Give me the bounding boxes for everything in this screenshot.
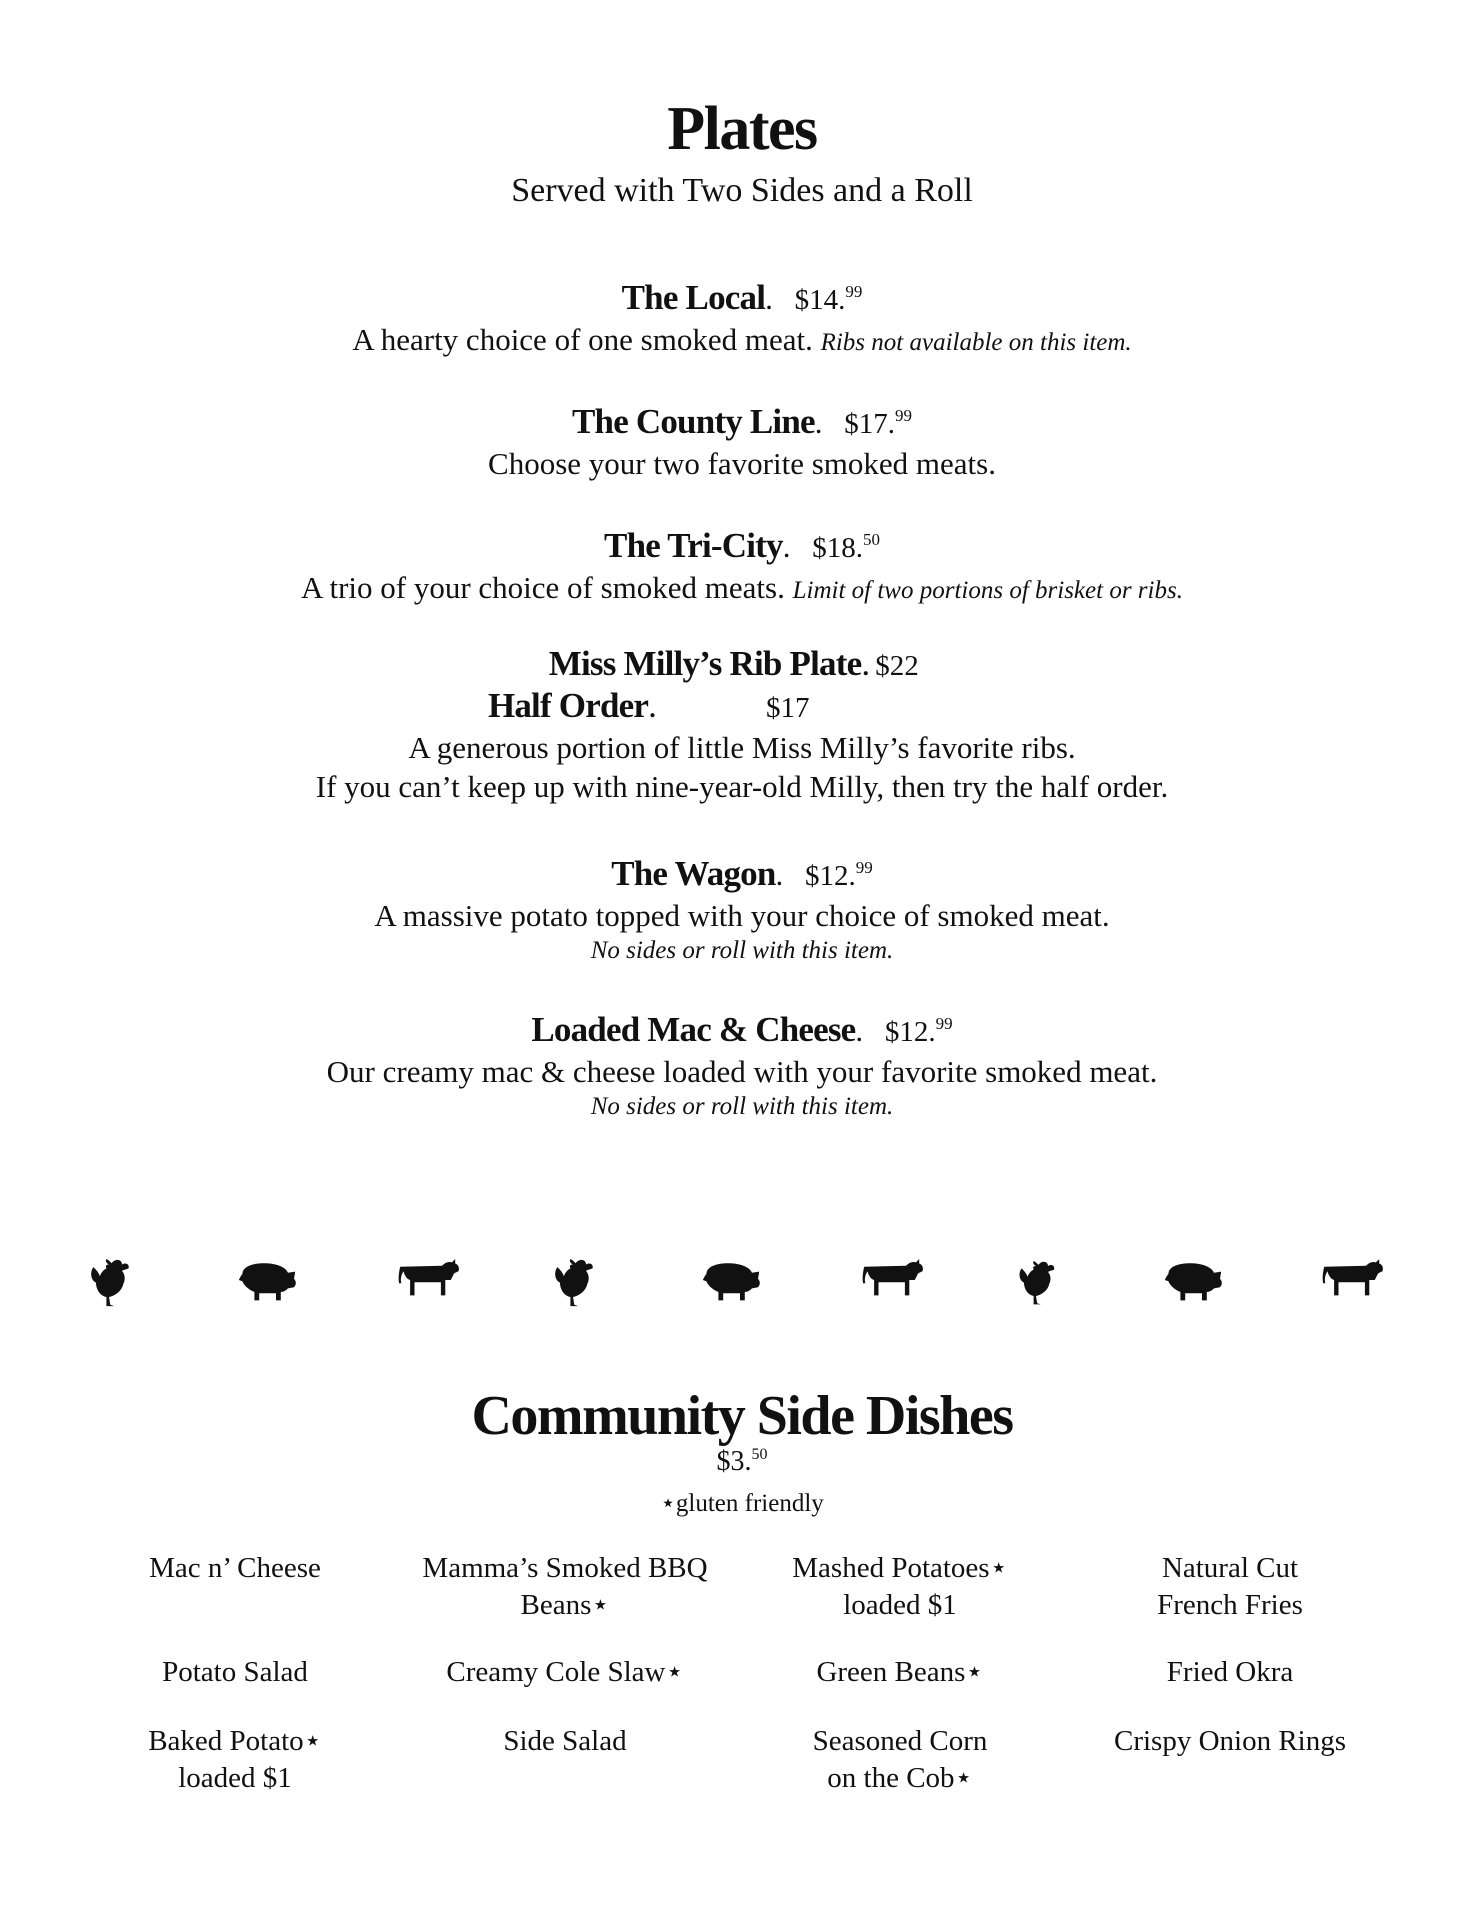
cow-icon (399, 1259, 459, 1295)
item-price: $14.99 (794, 282, 863, 316)
item-description: A generous portion of little Miss Milly’s favorite ribs. (408, 730, 1076, 765)
rooster-icon (1020, 1261, 1055, 1304)
item-description: A massive potato topped with your choice of smoked meat. (374, 898, 1110, 933)
item-description: Our creamy mac & cheese loaded with your favorite smoked meat. (326, 1054, 1158, 1089)
side-dish-item: Potato Salad (162, 1656, 308, 1688)
item-note: Limit of two portions of brisket or ribs. (792, 577, 1183, 604)
pig-icon (1165, 1263, 1222, 1300)
half-order-name: Half Order. (487, 686, 657, 725)
menu-item-the-county-line: The County Line. $17.99 Choose your two favorite smoked meats. (0, 396, 1484, 483)
item-description: Choose your two favorite smoked meats. (488, 446, 996, 481)
sides-title: Community Side Dishes (471, 1385, 1013, 1447)
side-dish-item: Seasoned Corn on the Cob⋆ (812, 1725, 988, 1794)
plates-title: Plates (667, 95, 817, 163)
item-name: The County Line (571, 402, 815, 441)
side-dish-item: Mamma’s Smoked BBQ Beans⋆ (422, 1552, 708, 1621)
menu-item-rib-plate (0, 644, 1484, 806)
menu-item-the-tri-city: The Tri-City. $18.50 A trio of your choice of smoked meats. Limit of two portions of brisket or ribs. (301, 526, 1183, 605)
cow-icon (1323, 1259, 1383, 1295)
item-price: $22 (875, 650, 919, 682)
item-description: A trio of your choice of smoked meats. (301, 570, 793, 605)
half-order-price: $17 (766, 692, 810, 724)
side-dish-item: Crispy Onion Rings (1113, 1725, 1347, 1757)
sides-price: $3.50 (716, 1446, 768, 1477)
plates-subtitle: Served with Two Sides and a Roll (511, 172, 973, 209)
side-dish-item: Mac n’ Cheese (149, 1552, 321, 1584)
gluten-friendly-note: ⋆gluten friendly (660, 1490, 824, 1517)
animal-divider (0, 1252, 1484, 1312)
side-dish-item: Side Salad (503, 1725, 627, 1757)
item-description: A hearty choice of one smoked meat. (352, 322, 821, 357)
pig-icon (703, 1263, 760, 1300)
side-dish-item: Green Beans⋆ (816, 1656, 984, 1688)
item-name: Miss Milly’s Rib Plate. (548, 644, 870, 683)
item-note: No sides or roll with this item. (590, 1093, 894, 1120)
item-price: $17.99 (844, 406, 913, 440)
rooster-icon (555, 1259, 593, 1306)
side-dish-item: Creamy Cole Slaw⋆ (446, 1656, 684, 1688)
rooster-icon (91, 1259, 129, 1306)
menu-item-loaded-mac-cheese: Loaded Mac & Cheese. $12.99 Our creamy mac & cheese loaded with your favorite smoked meat. No sides or roll with this item. (0, 1004, 1484, 1123)
pig-icon (239, 1263, 296, 1300)
side-dish-item: Baked Potato⋆ loaded $1 (148, 1725, 322, 1794)
side-dish-item: Natural Cut French Fries (1157, 1552, 1303, 1621)
item-description-2: If you can’t keep up with nine-year-old Milly, then try the half order. (315, 769, 1169, 804)
item-name: The Tri-City (604, 526, 783, 565)
cow-icon (863, 1259, 923, 1295)
item-note: Ribs not available on this item. (820, 329, 1132, 356)
item-name: Loaded Mac & Cheese (531, 1010, 856, 1049)
menu-item-the-local: The Local. $14.99 A hearty choice of one smoked meat. Ribs not available on this item. (352, 278, 1132, 357)
item-note: No sides or roll with this item. (590, 937, 894, 964)
side-dish-item: Fried Okra (1166, 1656, 1294, 1688)
item-name: The Wagon (611, 854, 776, 893)
item-price: $12.99 (805, 858, 873, 892)
item-price: $12.99 (884, 1014, 953, 1048)
menu-item-the-wagon: The Wagon. $12.99 A massive potato topped with your choice of smoked meat. No sides or roll with this item. (0, 848, 1484, 967)
item-name: The Local (621, 278, 766, 317)
item-price: $18.50 (812, 530, 880, 564)
side-dish-item: Mashed Potatoes⋆ loaded $1 (792, 1552, 1008, 1621)
